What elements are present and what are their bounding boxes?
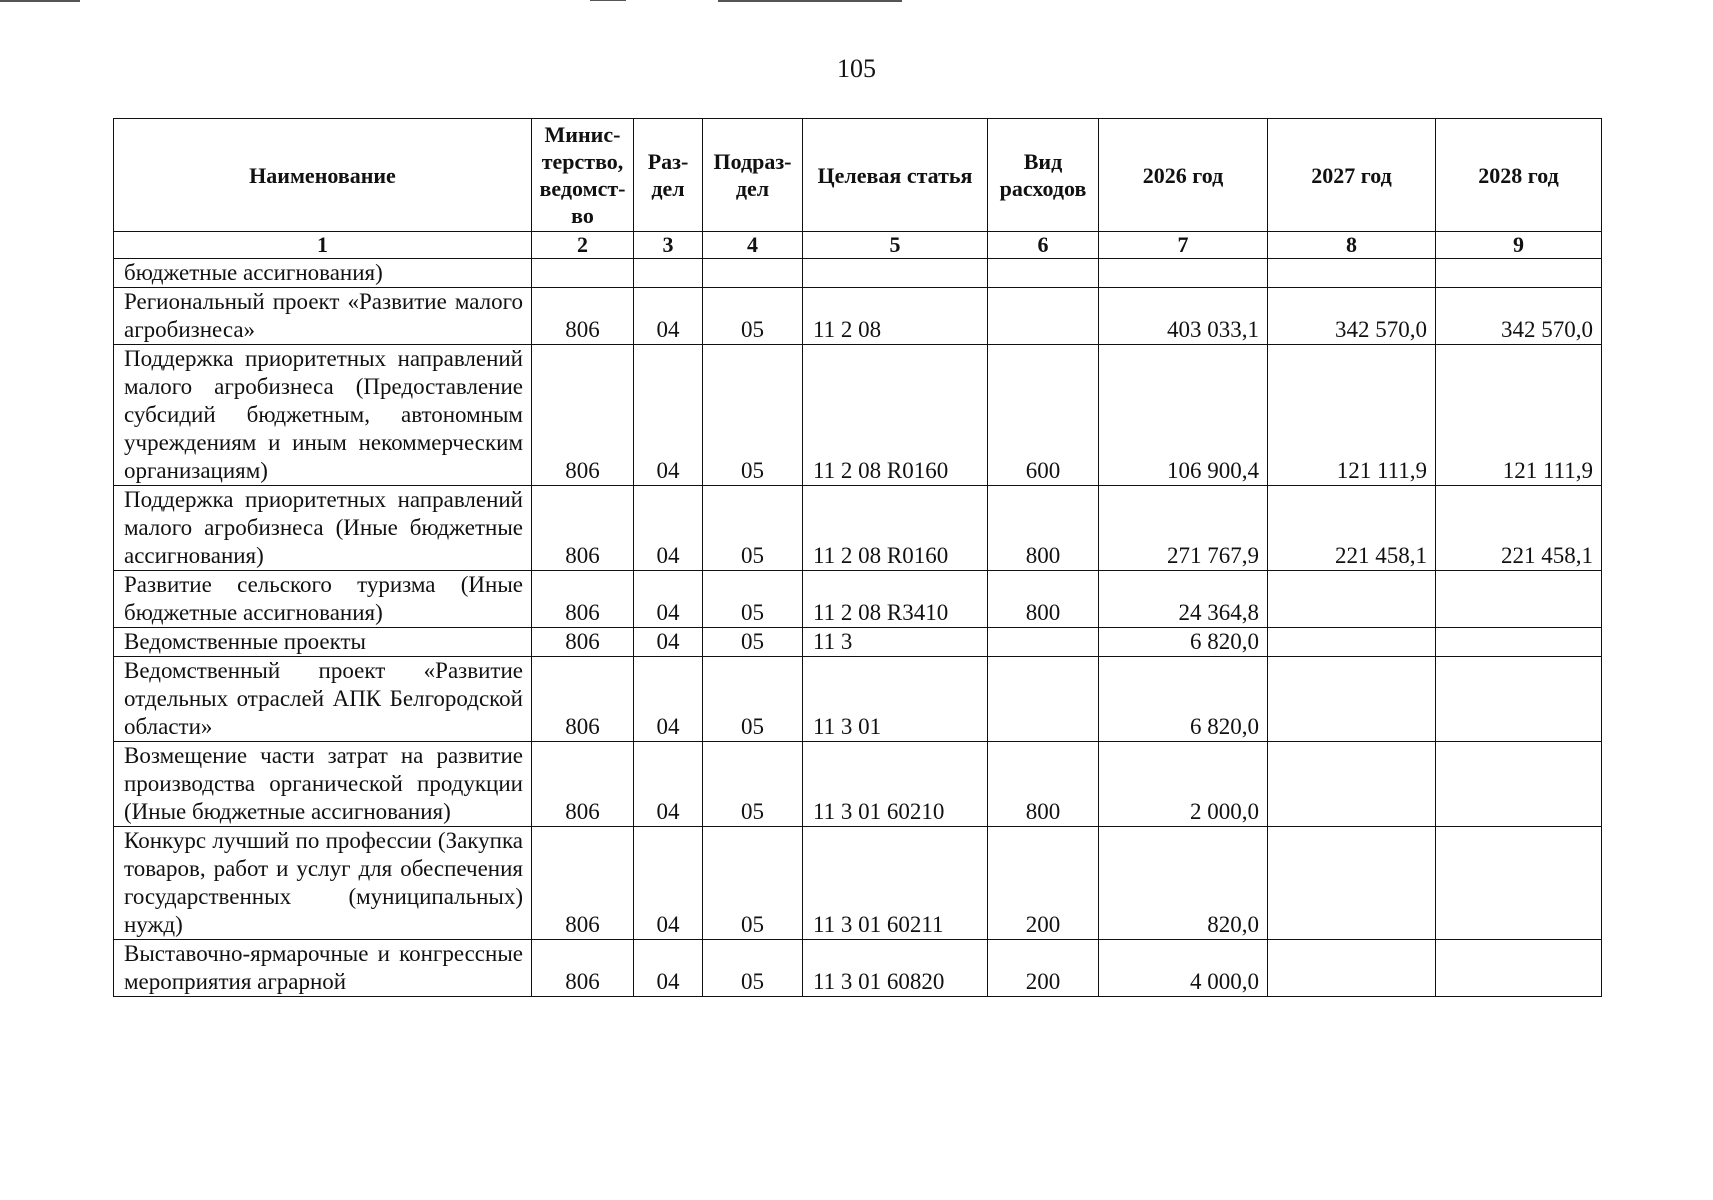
- cell-2028: [1436, 742, 1602, 827]
- cell-2027: [1268, 742, 1436, 827]
- cell-2028: [1436, 259, 1602, 288]
- table-body: [114, 259, 1602, 997]
- cell-2026: 820,0: [1099, 827, 1268, 940]
- cell-subsection: 05: [703, 940, 803, 997]
- column-number-row: [114, 232, 1602, 259]
- cell-2026: 2 000,0: [1099, 742, 1268, 827]
- cell-ministry: 806: [532, 742, 634, 827]
- cell-subsection: 05: [703, 288, 803, 345]
- cell-section: 04: [634, 827, 703, 940]
- cell-ministry: 806: [532, 940, 634, 997]
- cell-2027: [1268, 259, 1436, 288]
- cell-subsection: 05: [703, 571, 803, 628]
- cell-2028: 121 111,9: [1436, 345, 1602, 486]
- cell-ministry: 806: [532, 345, 634, 486]
- table-row: [114, 827, 1602, 940]
- scan-edge-mark: [718, 0, 902, 2]
- column-number: 5: [803, 232, 988, 259]
- cell-subsection: 05: [703, 657, 803, 742]
- column-number: 3: [634, 232, 703, 259]
- cell-expense-type: 800: [988, 486, 1099, 571]
- cell-target-article: [803, 259, 988, 288]
- cell-ministry: 806: [532, 288, 634, 345]
- cell-section: 04: [634, 345, 703, 486]
- cell-2026: 106 900,4: [1099, 345, 1268, 486]
- cell-expense-type: [988, 657, 1099, 742]
- cell-2027: [1268, 940, 1436, 997]
- cell-name: Ведомственные проекты: [114, 628, 532, 657]
- column-header-subsection: Подраз-дел: [703, 119, 803, 232]
- cell-2028: [1436, 940, 1602, 997]
- column-number: 1: [114, 232, 532, 259]
- column-number: 4: [703, 232, 803, 259]
- cell-section: 04: [634, 486, 703, 571]
- column-header-ministry: Минис-терство, ведомст-во: [532, 119, 634, 232]
- cell-2028: 221 458,1: [1436, 486, 1602, 571]
- table-row: [114, 940, 1602, 997]
- cell-target-article: 11 3: [803, 628, 988, 657]
- cell-name: Поддержка приоритетных направлений малого агробизнеса (Предоставление субсидий бюджетным, автономным учреждениям и иным некоммерческим организациям): [114, 345, 532, 486]
- column-header-2027: 2027 год: [1268, 119, 1436, 232]
- cell-2026: 403 033,1: [1099, 288, 1268, 345]
- cell-2027: [1268, 827, 1436, 940]
- column-header-section: Раз-дел: [634, 119, 703, 232]
- cell-target-article: 11 3 01 60211: [803, 827, 988, 940]
- column-header-name: Наименование: [114, 119, 532, 232]
- cell-expense-type: 800: [988, 571, 1099, 628]
- cell-expense-type: [988, 259, 1099, 288]
- cell-section: 04: [634, 571, 703, 628]
- table-row: [114, 742, 1602, 827]
- cell-section: 04: [634, 628, 703, 657]
- cell-name: Развитие сельского туризма (Иные бюджетные ассигнования): [114, 571, 532, 628]
- cell-ministry: 806: [532, 486, 634, 571]
- cell-ministry: 806: [532, 571, 634, 628]
- scan-edge-mark: [590, 0, 626, 1]
- cell-2028: [1436, 628, 1602, 657]
- cell-ministry: 806: [532, 657, 634, 742]
- scan-edge-mark: [0, 0, 80, 2]
- table-row: [114, 657, 1602, 742]
- cell-expense-type: 200: [988, 827, 1099, 940]
- cell-name: Конкурс лучший по профессии (Закупка товаров, работ и услуг для обеспечения государственных (муниципальных) нужд): [114, 827, 532, 940]
- cell-expense-type: 600: [988, 345, 1099, 486]
- cell-expense-type: [988, 628, 1099, 657]
- cell-2027: [1268, 571, 1436, 628]
- cell-2026: 6 820,0: [1099, 628, 1268, 657]
- table-row: [114, 628, 1602, 657]
- cell-expense-type: 800: [988, 742, 1099, 827]
- table-row: [114, 345, 1602, 486]
- column-number: 6: [988, 232, 1099, 259]
- table-row: [114, 486, 1602, 571]
- cell-section: 04: [634, 657, 703, 742]
- column-number: 8: [1268, 232, 1436, 259]
- cell-name: Возмещение части затрат на развитие производства органической продукции (Иные бюджетные ассигнования): [114, 742, 532, 827]
- cell-target-article: 11 3 01: [803, 657, 988, 742]
- column-header-target-article: Целевая статья: [803, 119, 988, 232]
- table-row: [114, 259, 1602, 288]
- cell-2027: 342 570,0: [1268, 288, 1436, 345]
- cell-target-article: 11 3 01 60820: [803, 940, 988, 997]
- cell-name: Ведомственный проект «Развитие отдельных отраслей АПК Белгородской области»: [114, 657, 532, 742]
- cell-section: [634, 259, 703, 288]
- cell-subsection: 05: [703, 742, 803, 827]
- page-number: 105: [837, 54, 876, 83]
- column-header-2026: 2026 год: [1099, 119, 1268, 232]
- cell-subsection: 05: [703, 486, 803, 571]
- cell-expense-type: [988, 288, 1099, 345]
- cell-name: Выставочно-ярмарочные и конгрессные мероприятия аграрной: [114, 940, 532, 997]
- cell-2027: [1268, 657, 1436, 742]
- table-header-row: [114, 119, 1602, 232]
- cell-section: 04: [634, 288, 703, 345]
- cell-2026: [1099, 259, 1268, 288]
- cell-ministry: 806: [532, 827, 634, 940]
- cell-target-article: 11 2 08 R0160: [803, 486, 988, 571]
- cell-subsection: 05: [703, 827, 803, 940]
- cell-2026: 24 364,8: [1099, 571, 1268, 628]
- cell-2026: 4 000,0: [1099, 940, 1268, 997]
- cell-2028: [1436, 827, 1602, 940]
- cell-ministry: 806: [532, 628, 634, 657]
- column-number: 9: [1436, 232, 1602, 259]
- cell-2028: 342 570,0: [1436, 288, 1602, 345]
- cell-name: бюджетные ассигнования): [114, 259, 532, 288]
- cell-expense-type: 200: [988, 940, 1099, 997]
- cell-section: 04: [634, 940, 703, 997]
- cell-2027: [1268, 628, 1436, 657]
- table-row: [114, 571, 1602, 628]
- table-row: [114, 288, 1602, 345]
- cell-2027: 121 111,9: [1268, 345, 1436, 486]
- column-header-2028: 2028 год: [1436, 119, 1602, 232]
- cell-2028: [1436, 571, 1602, 628]
- cell-name: Поддержка приоритетных направлений малого агробизнеса (Иные бюджетные ассигнования): [114, 486, 532, 571]
- cell-target-article: 11 2 08 R3410: [803, 571, 988, 628]
- cell-section: 04: [634, 742, 703, 827]
- cell-subsection: 05: [703, 628, 803, 657]
- cell-2027: 221 458,1: [1268, 486, 1436, 571]
- cell-subsection: [703, 259, 803, 288]
- cell-target-article: 11 2 08: [803, 288, 988, 345]
- cell-2026: 6 820,0: [1099, 657, 1268, 742]
- cell-target-article: 11 3 01 60210: [803, 742, 988, 827]
- cell-2026: 271 767,9: [1099, 486, 1268, 571]
- column-number: 2: [532, 232, 634, 259]
- budget-allocation-table: [113, 118, 1602, 997]
- column-header-expense-type: Вид расходов: [988, 119, 1099, 232]
- cell-ministry: [532, 259, 634, 288]
- cell-name: Региональный проект «Развитие малого агробизнеса»: [114, 288, 532, 345]
- column-number: 7: [1099, 232, 1268, 259]
- cell-target-article: 11 2 08 R0160: [803, 345, 988, 486]
- cell-subsection: 05: [703, 345, 803, 486]
- cell-2028: [1436, 657, 1602, 742]
